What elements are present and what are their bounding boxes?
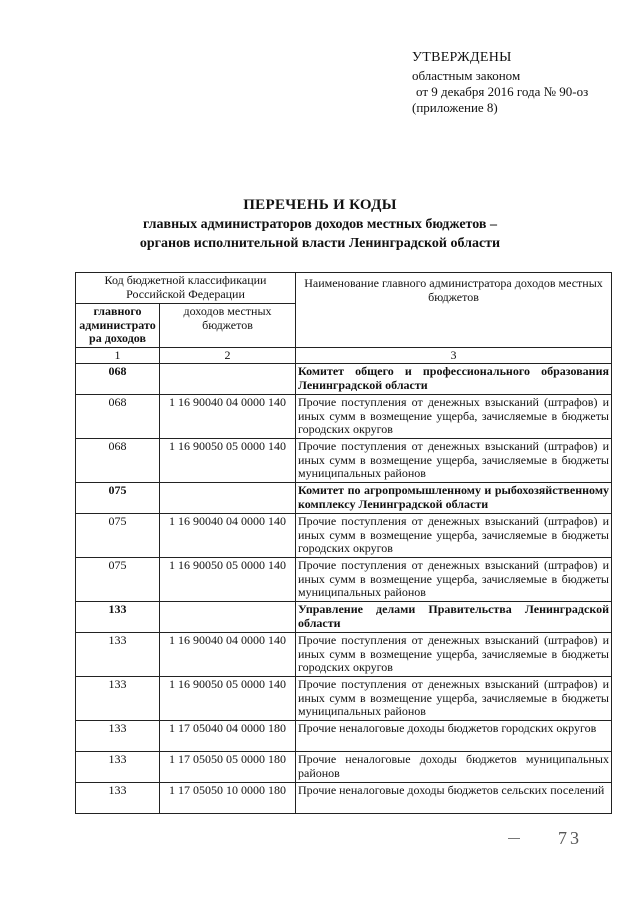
title-line-1: ПЕРЕЧЕНЬ И КОДЫ [243,197,397,213]
admin-code-cell: 133 [76,602,160,633]
income-code-cell: 1 16 90050 05 0000 140 [160,439,296,483]
table-row [76,439,612,483]
admin-name-cell: Прочие неналоговые доходы бюджетов сельских поселений [296,783,612,814]
admin-name-cell: Управление делами Правительства Ленинградской области [296,602,612,633]
admin-name-cell: Прочие поступления от денежных взысканий (штрафов) и иных сумм в возмещение ущерба, зачисляемые в бюджеты городских округов [296,395,612,439]
admin-code-cell: 068 [76,364,160,395]
column-number-1: 1 [76,347,160,364]
approval-line-date: от 9 декабря 2016 года № 90-оз [416,84,589,99]
table-row [76,677,612,721]
header-code-group: Код бюджетной классификации Российской Федерации [76,273,296,304]
table-row [76,752,612,783]
document-title [0,196,640,253]
approval-block [412,50,588,116]
admin-name-cell: Прочие поступления от денежных взысканий (штрафов) и иных сумм в возмещение ущерба, зачисляемые в бюджеты муниципальных районов [296,558,612,602]
header-row-1 [76,273,612,304]
income-code-cell: 1 16 90040 04 0000 140 [160,633,296,677]
income-code-cell: 1 17 05040 04 0000 180 [160,721,296,752]
admin-name-cell: Прочие поступления от денежных взысканий (штрафов) и иных сумм в возмещение ущерба, зачисляемые в бюджеты городских округов [296,514,612,558]
admin-name-cell: Прочие поступления от денежных взысканий (штрафов) и иных сумм в возмещение ущерба, зачисляемые в бюджеты городских округов [296,633,612,677]
table-section-row [76,364,612,395]
admin-name-cell: Комитет по агропромышленному и рыбохозяйственному комплексу Ленинградской области [296,483,612,514]
admin-code-cell: 075 [76,483,160,514]
approval-line-appendix: (приложение 8) [412,100,498,115]
table-section-row [76,602,612,633]
income-code-cell: 1 17 05050 05 0000 180 [160,752,296,783]
admin-name-cell: Прочие неналоговые доходы бюджетов городских округов [296,721,612,752]
admin-code-cell: 075 [76,558,160,602]
revenue-codes-table [75,272,612,814]
admin-code-cell: 133 [76,752,160,783]
admin-code-cell: 133 [76,677,160,721]
income-code-cell: 1 16 90040 04 0000 140 [160,395,296,439]
admin-code-cell: 133 [76,721,160,752]
page-dash [508,838,520,839]
income-code-cell: 1 16 90050 05 0000 140 [160,558,296,602]
table-row [76,721,612,752]
admin-name-cell: Прочие поступления от денежных взысканий (штрафов) и иных сумм в возмещение ущерба, зачисляемые в бюджеты муниципальных районов [296,439,612,483]
title-line-2: главных администраторов доходов местных бюджетов – [143,217,497,232]
title-line-3: органов исполнительной власти Ленинградской области [139,236,501,251]
admin-name-cell: Прочие неналоговые доходы бюджетов муниципальных районов [296,752,612,783]
approval-heading: УТВЕРЖДЕНЫ [412,50,512,65]
header-name-col: Наименование главного администратора доходов местных бюджетов [296,273,612,348]
income-code-cell [160,602,296,633]
income-code-cell: 1 17 05050 10 0000 180 [160,783,296,814]
income-code-cell: 1 16 90050 05 0000 140 [160,677,296,721]
column-number-row [76,347,612,364]
admin-code-cell: 075 [76,514,160,558]
header-income-col: доходов местных бюджетов [160,304,296,348]
table-row [76,783,612,814]
income-code-cell [160,364,296,395]
approval-line-law: областным законом [412,68,521,83]
column-number-3: 3 [296,347,612,364]
admin-name-cell: Прочие поступления от денежных взысканий (штрафов) и иных сумм в возмещение ущерба, зачисляемые в бюджеты муниципальных районов [296,677,612,721]
table-row [76,558,612,602]
table-row [76,633,612,677]
admin-code-cell: 133 [76,783,160,814]
page-number: 73 [558,828,582,848]
column-number-2: 2 [160,347,296,364]
income-code-cell [160,483,296,514]
admin-code-cell: 133 [76,633,160,677]
admin-code-cell: 068 [76,395,160,439]
table-row [76,514,612,558]
admin-name-cell: Комитет общего и профессионального образования Ленинградской области [296,364,612,395]
admin-code-cell: 068 [76,439,160,483]
income-code-cell: 1 16 90040 04 0000 140 [160,514,296,558]
table-row [76,395,612,439]
header-admin-col: главного администрато ра доходов [76,304,160,348]
table-section-row [76,483,612,514]
